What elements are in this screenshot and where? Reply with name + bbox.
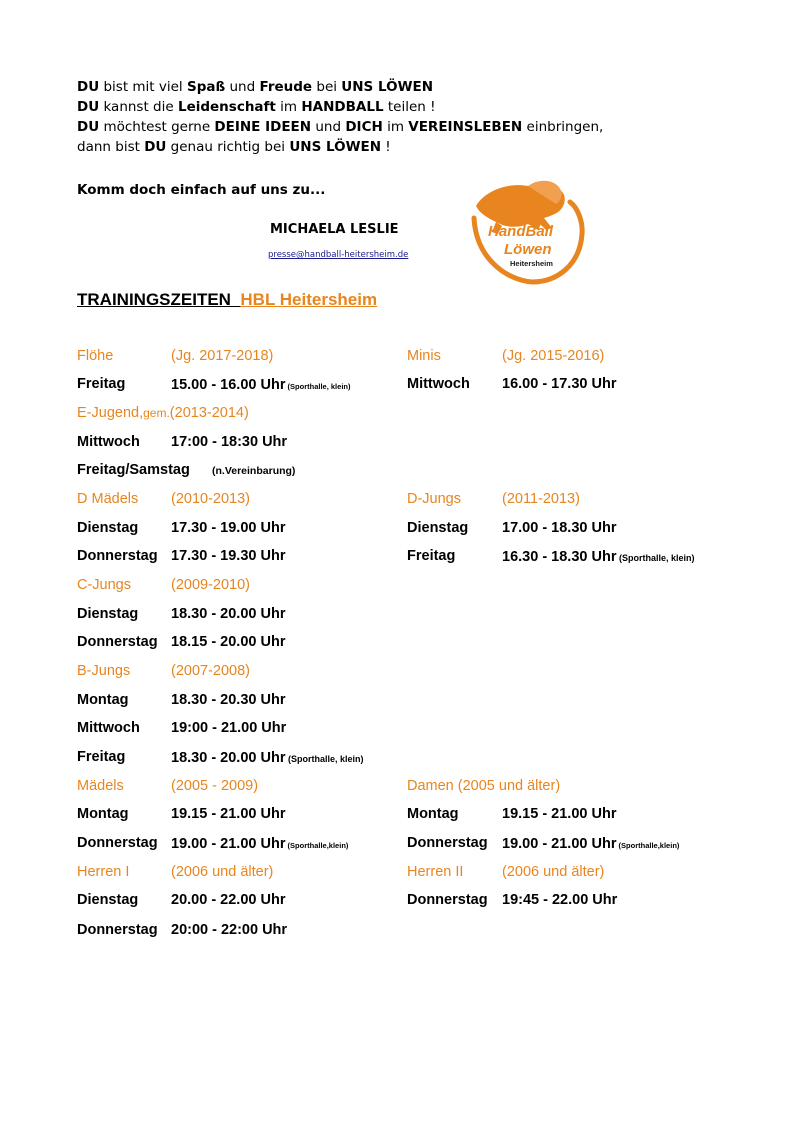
session-note: (Sporthalle, klein) <box>616 553 695 563</box>
group-years-dmaedels: (2010-2013) <box>171 491 250 507</box>
session-time: 16.30 - 18.30 Uhr <box>502 549 617 565</box>
session-time: 19.15 - 21.00 Uhr <box>502 806 617 822</box>
title-part-1: TRAININGSZEITEN <box>77 290 241 309</box>
group-name-djungs: D-Jungs <box>407 491 461 507</box>
session-day: Freitag <box>77 376 126 392</box>
group-name-maedels: Mädels <box>77 778 124 794</box>
intro-word: Freude <box>259 79 313 95</box>
session-time: 18.15 - 20.00 Uhr <box>171 634 286 650</box>
session-day: Mittwoch <box>77 720 140 736</box>
session-day: Donnerstag <box>77 548 158 564</box>
session-day: Freitag/Samstag <box>77 462 190 478</box>
session-time-block <box>171 749 363 767</box>
session-time: 19.00 - 21.00 Uhr <box>171 836 286 852</box>
logo-loewen-text: Löwen <box>504 241 552 258</box>
group-years-maedels: (2005 - 2009) <box>171 778 259 794</box>
session-day: Montag <box>77 692 129 708</box>
intro-text <box>77 77 603 157</box>
intro-word: DU <box>77 99 100 115</box>
session-note: (Sporthalle, klein) <box>285 754 364 764</box>
group-name-bjungs: B-Jungs <box>77 663 131 679</box>
intro-word: DU <box>144 139 167 155</box>
session-time: 20.00 - 22.00 Uhr <box>171 892 286 908</box>
group-name-dmaedels: D Mädels <box>77 491 139 507</box>
intro-word: im <box>382 119 409 135</box>
session-time: 18.30 - 20.30 Uhr <box>171 692 286 708</box>
group-name-damen: Damen (2005 und älter) <box>407 778 561 794</box>
session-day: Donnerstag <box>77 835 158 851</box>
session-time-block <box>502 835 679 853</box>
intro-word: im <box>275 99 302 115</box>
session-note: (Sporthalle,klein) <box>285 841 349 850</box>
intro-word: ! <box>381 139 391 155</box>
group-years-herren1: (2006 und älter) <box>171 864 274 880</box>
intro-word: DEINE IDEEN <box>214 119 312 135</box>
session-day: Freitag <box>407 548 456 564</box>
session-day: Dienstag <box>77 606 139 622</box>
session-day: Donnerstag <box>77 634 158 650</box>
intro-word: dann bist <box>77 139 145 155</box>
session-time: 17.30 - 19.30 Uhr <box>171 548 286 564</box>
session-time: 17.00 - 18.30 Uhr <box>502 520 617 536</box>
session-day: Dienstag <box>77 520 139 536</box>
call-to-action: Komm doch einfach auf uns zu... <box>77 182 326 198</box>
session-time: 17:00 - 18:30 Uhr <box>171 434 288 450</box>
intro-word: VEREINSLEBEN <box>408 119 523 135</box>
intro-word: genau richtig bei <box>166 139 290 155</box>
group-name-herren2: Herren II <box>407 864 464 880</box>
intro-word: DICH <box>345 119 383 135</box>
contact-name: MICHAELA LESLIE <box>270 222 399 237</box>
session-time: 20:00 - 22:00 Uhr <box>171 922 288 938</box>
group-years-djungs: (2011-2013) <box>502 491 580 507</box>
group-name-suffix: gem. <box>143 406 170 420</box>
group-name-minis: Minis <box>407 348 441 364</box>
session-day: Dienstag <box>407 520 469 536</box>
session-day: Freitag <box>77 749 126 765</box>
group-years-ejugend: (2013-2014) <box>169 405 249 421</box>
intro-word: bei <box>312 79 342 95</box>
session-time: 19:45 - 22.00 Uhr <box>502 892 618 908</box>
session-note: (Sporthalle, klein) <box>285 382 351 391</box>
group-name-ejugend <box>77 405 249 421</box>
session-time: 19.15 - 21.00 Uhr <box>171 806 286 822</box>
intro-word: möchtest gerne <box>99 119 215 135</box>
intro-word: teilen ! <box>383 99 436 115</box>
intro-word: UNS LÖWEN <box>341 79 433 95</box>
session-time-block <box>171 376 350 394</box>
contact-email-link[interactable]: presse@handball-heitersheim.de <box>268 250 409 260</box>
logo-city-text: Heitersheim <box>510 259 553 268</box>
session-day: Montag <box>77 806 129 822</box>
intro-word: und <box>311 119 346 135</box>
session-time: 17.30 - 19.00 Uhr <box>171 520 286 536</box>
intro-word: DU <box>77 79 100 95</box>
group-name-floehe: Flöhe <box>77 348 114 364</box>
group-years-bjungs: (2007-2008) <box>171 663 250 679</box>
session-note: (n.Vereinbarung) <box>212 465 296 477</box>
group-name-herren1: Herren I <box>77 864 130 880</box>
session-time: 15.00 - 16.00 Uhr <box>171 377 286 393</box>
intro-word: UNS LÖWEN <box>289 139 382 155</box>
intro-line-3 <box>77 117 603 137</box>
session-day: Donnerstag <box>407 892 488 908</box>
group-years-cjungs: (2009-2010) <box>171 577 250 593</box>
intro-word: und <box>225 79 260 95</box>
group-name-cjungs: C-Jungs <box>77 577 131 593</box>
page-title <box>77 290 377 310</box>
intro-line-2 <box>77 97 603 117</box>
session-note: (Sporthalle,klein) <box>616 841 680 850</box>
intro-word: Spaß <box>186 79 226 95</box>
session-time: 19.00 - 21.00 Uhr <box>502 836 617 852</box>
intro-line-4 <box>77 137 603 157</box>
intro-line-1 <box>77 77 603 97</box>
session-day: Mittwoch <box>407 376 470 392</box>
group-years-herren2: (2006 und älter) <box>502 864 605 880</box>
session-time: 16.00 - 17.30 Uhr <box>502 376 617 392</box>
session-time: 19:00 - 21.00 Uhr <box>171 720 287 736</box>
intro-word: HANDBALL <box>301 99 384 115</box>
session-day: Mittwoch <box>77 434 140 450</box>
session-day: Donnerstag <box>77 922 158 938</box>
intro-word: Leidenschaft <box>177 99 276 115</box>
intro-word: DU <box>77 119 100 135</box>
logo-handball-text: HandBall <box>488 223 554 240</box>
group-years-floehe: (Jg. 2017-2018) <box>171 348 274 364</box>
session-day: Dienstag <box>77 892 139 908</box>
intro-word: einbringen, <box>522 119 604 135</box>
session-day: Montag <box>407 806 459 822</box>
session-time: 18.30 - 20.00 Uhr <box>171 750 286 766</box>
session-time-block <box>171 835 348 853</box>
intro-word: kannst die <box>99 99 178 115</box>
intro-word: bist mit viel <box>99 79 187 95</box>
title-part-2: HBL Heitersheim <box>240 290 378 309</box>
group-name-text: E-Jugend, <box>77 405 144 421</box>
group-years-minis: (Jg. 2015-2016) <box>502 348 605 364</box>
session-time-block <box>502 548 694 566</box>
session-time: 18.30 - 20.00 Uhr <box>171 606 286 622</box>
club-logo <box>466 178 590 288</box>
session-day: Donnerstag <box>407 835 488 851</box>
